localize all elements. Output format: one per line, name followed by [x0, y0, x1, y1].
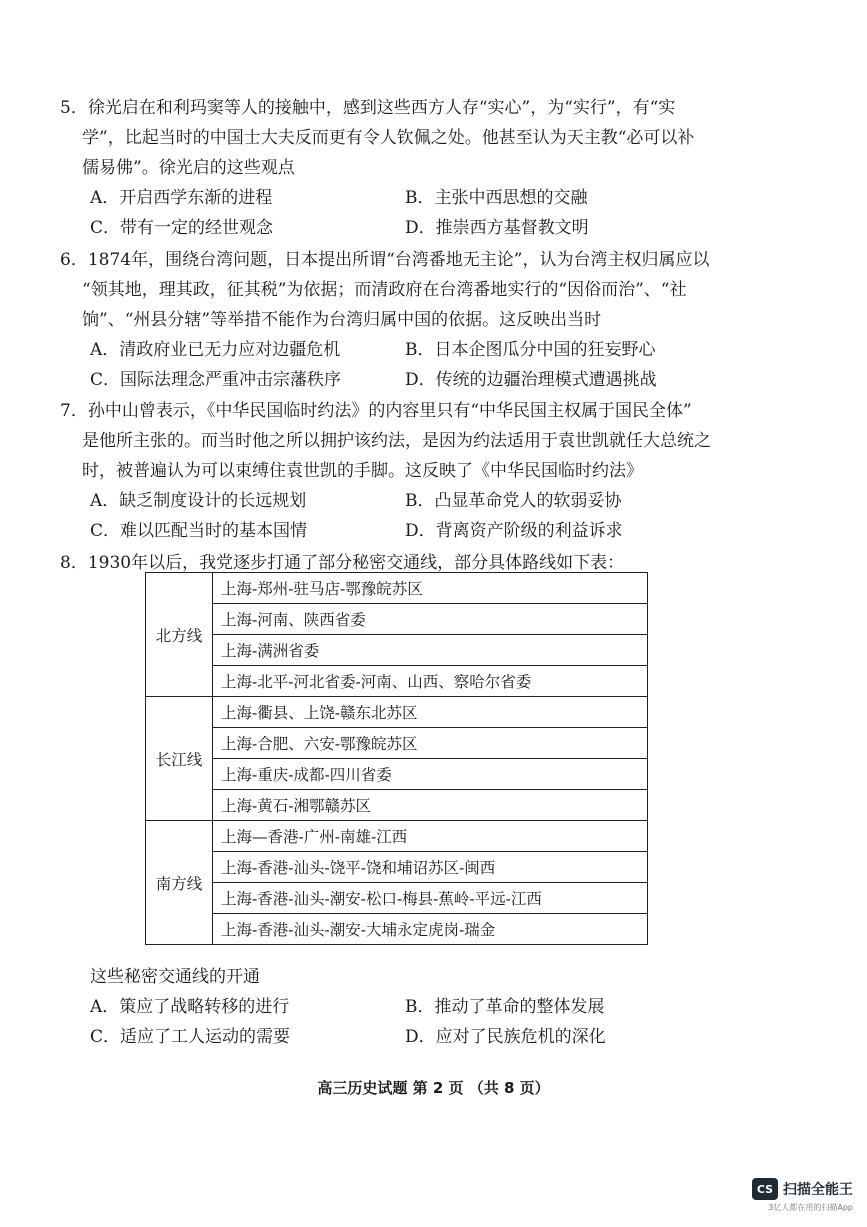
question-7-options-row-1: [60, 486, 740, 516]
table-row: [146, 573, 648, 604]
watermark-tagline: 3亿人都在用的扫描App: [768, 1203, 853, 1212]
question-5: [60, 93, 740, 243]
question-6-option-a[interactable]: A．清政府业已无力应对边疆危机: [90, 340, 341, 360]
route-cell: 上海-河南、陕西省委: [213, 604, 648, 635]
question-7-option-c[interactable]: C．难以匹配当时的基本国情: [90, 521, 308, 541]
table-row: [146, 604, 648, 635]
question-8-options-row-2: [60, 1022, 740, 1052]
secret-routes-table: [145, 572, 648, 945]
question-8-option-b[interactable]: B．推动了革命的整体发展: [405, 997, 605, 1017]
question-5-options-row-1: [60, 183, 740, 213]
group-north-line: 北方线: [146, 573, 213, 697]
question-5-option-d[interactable]: D．推崇西方基督教文明: [405, 218, 589, 238]
route-cell: 上海-衢县、上饶-赣东北苏区: [213, 697, 648, 728]
question-8-option-c[interactable]: C．适应了工人运动的需要: [90, 1027, 291, 1047]
route-cell: 上海-香港-汕头-饶平-饶和埔诏苏区-闽西: [213, 852, 648, 883]
route-cell: 上海-重庆-成都-四川省委: [213, 759, 648, 790]
watermark-row: [752, 1178, 853, 1200]
question-6-line-1: 6．1874年，围绕台湾问题，日本提出所谓“台湾番地无主论”，认为台湾主权归属应以: [60, 250, 710, 270]
question-7-line-2: 是他所主张的。而当时他之所以拥护该约法，是因为约法适用于袁世凯就任大总统之: [82, 431, 711, 451]
question-7: [60, 396, 740, 546]
question-7-options-row-2: [60, 516, 740, 546]
route-cell: 上海-黄石-湘鄂赣苏区: [213, 790, 648, 821]
group-south-line: 南方线: [146, 821, 213, 945]
table-row: [146, 728, 648, 759]
question-8-intro-text: 8．1930年以后，我党逐步打通了部分秘密交通线，部分具体路线如下表：: [60, 553, 625, 573]
question-5-line-1: 5．徐光启在和利玛窦等人的接触中，感到这些西方人存“实心”，为“实行”，有“实: [60, 98, 676, 118]
question-7-option-d[interactable]: D．背离资产阶级的利益诉求: [405, 521, 623, 541]
page-footer: 高三历史试题 第 2 页 （共 8 页）: [317, 1079, 550, 1097]
table-row: [146, 759, 648, 790]
question-5-line-2: 学”，比起当时的中国士大夫反而更有令人钦佩之处。他甚至认为天主教“必可以补: [82, 128, 695, 148]
question-6-option-c[interactable]: C．国际法理念严重冲击宗藩秩序: [90, 370, 342, 390]
camscanner-logo-icon: CS: [752, 1178, 778, 1200]
table-row: [146, 883, 648, 914]
question-7-line-1: 7．孙中山曾表示，《中华民国临时约法》的内容里只有“中华民国主权属于国民全体”: [60, 401, 692, 421]
question-7-option-b[interactable]: B．凸显革命党人的软弱妥协: [405, 491, 622, 511]
question-8-stem: 这些秘密交通线的开通: [90, 967, 260, 987]
route-cell: 上海-郑州-驻马店-鄂豫皖苏区: [213, 573, 648, 604]
table-row: [146, 635, 648, 666]
question-5-line-3: 儒易佛”。徐光启的这些观点: [82, 158, 295, 178]
route-cell: 上海-香港-汕头-潮安-松口-梅县-蕉岭-平远-江西: [213, 883, 648, 914]
question-6-options-row-2: [60, 365, 740, 395]
route-cell: 上海-北平-河北省委-河南、山西、察哈尔省委: [213, 666, 648, 697]
question-6-line-2: “领其地，理其政，征其税”为依据；而清政府在台湾番地实行的“因俗而治”、“社: [82, 280, 687, 300]
question-8-option-a[interactable]: A．策应了战略转移的进行: [90, 997, 290, 1017]
group-yangtze-line: 长江线: [146, 697, 213, 821]
table-row: [146, 666, 648, 697]
scanner-watermark: [752, 1178, 853, 1213]
question-8: [60, 962, 740, 1052]
question-5-option-b[interactable]: B．主张中西思想的交融: [405, 188, 588, 208]
question-7-line-3: 时，被普遍认为可以束缚住袁世凯的手脚。这反映了《中华民国临时约法》: [82, 461, 643, 481]
route-cell: 上海—香港-广州-南雄-江西: [213, 821, 648, 852]
question-5-options-row-2: [60, 213, 740, 243]
question-7-option-a[interactable]: A．缺乏制度设计的长远规划: [90, 491, 307, 511]
table-row: [146, 790, 648, 821]
question-6-option-b[interactable]: B．日本企图瓜分中国的狂妄野心: [405, 340, 656, 360]
question-6: [60, 245, 740, 395]
route-cell: 上海-香港-汕头-潮安-大埔永定虎岗-瑞金: [213, 914, 648, 945]
watermark-app-name: 扫描全能王: [783, 1182, 853, 1198]
table-row: [146, 821, 648, 852]
question-5-option-c[interactable]: C．带有一定的经世观念: [90, 218, 274, 238]
question-6-option-d[interactable]: D．传统的边疆治理模式遭遇挑战: [405, 370, 657, 390]
route-cell: 上海-合肥、六安-鄂豫皖苏区: [213, 728, 648, 759]
table-row: [146, 914, 648, 945]
question-8-options-row-1: [60, 992, 740, 1022]
table-row: [146, 852, 648, 883]
route-cell: 上海-满洲省委: [213, 635, 648, 666]
question-5-option-a[interactable]: A．开启西学东渐的进程: [90, 188, 273, 208]
question-8-option-d[interactable]: D．应对了民族危机的深化: [405, 1027, 606, 1047]
question-6-options-row-1: [60, 335, 740, 365]
question-6-line-3: 饷”、“州县分辖”等举措不能作为台湾归属中国的依据。这反映出当时: [82, 310, 602, 330]
table-row: [146, 697, 648, 728]
